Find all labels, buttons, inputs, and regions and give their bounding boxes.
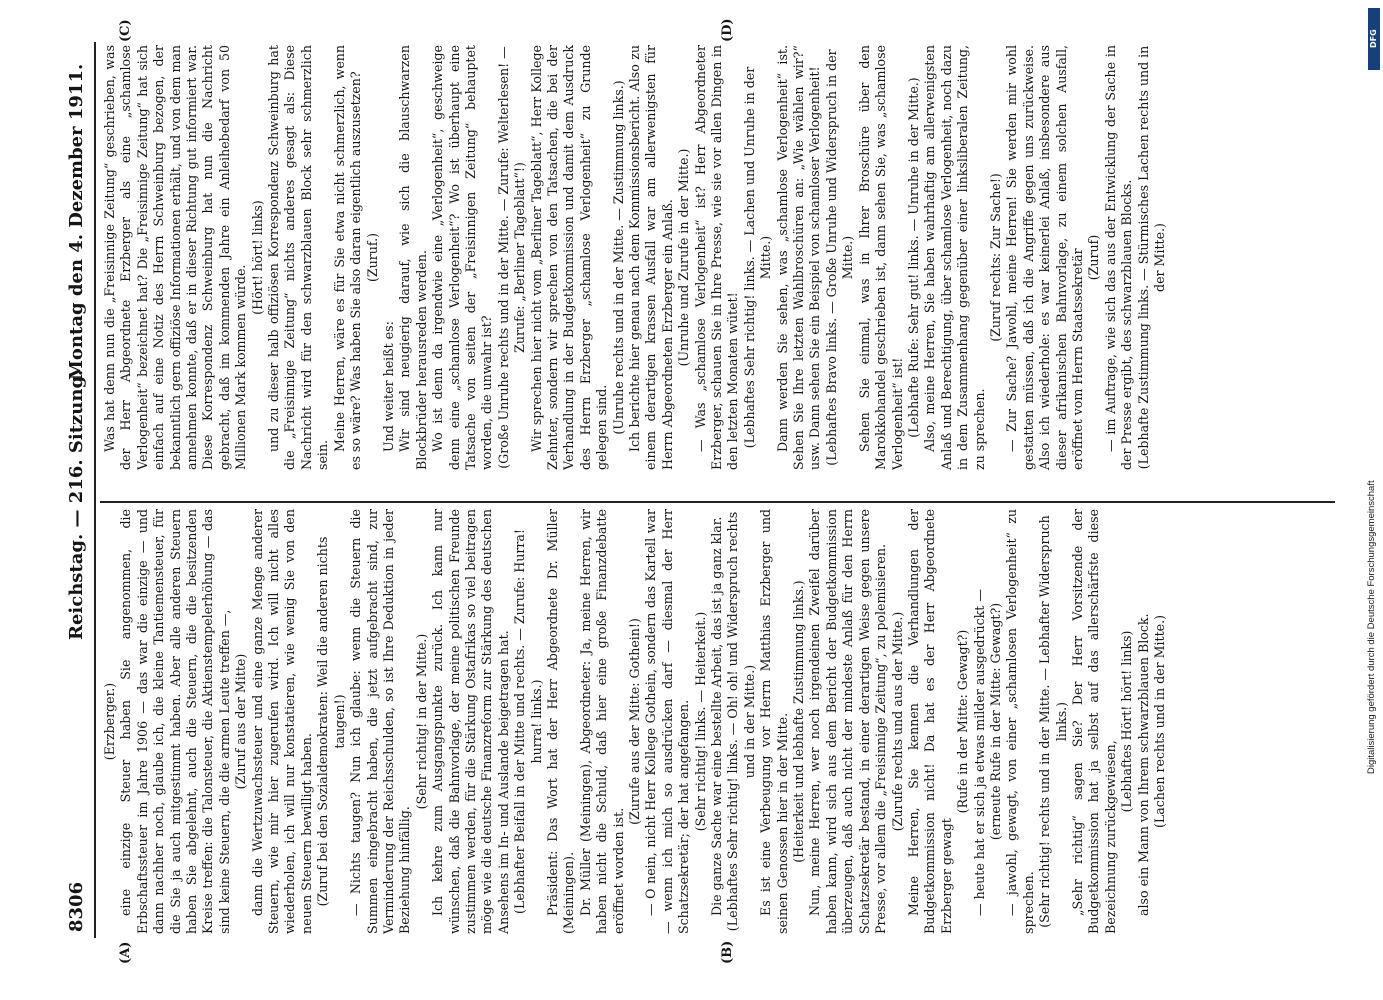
paragraph: (Lebhaftes Sehr richtig! links. — Oh! oh! und Widerspruch rechts und in der Mitte.): [725, 511, 757, 932]
digitization-credit: Digitalisierung gefördert durch die Deutsche Forschungsgemeinschaft: [1366, 480, 1377, 774]
paragraph: (Heiterkeit und lebhafte Zustimmung links.): [791, 580, 807, 863]
paragraph: (Sehr richtig! links. — Heiterkeit.): [692, 611, 708, 832]
paragraph: Dr. Müller (Meiningen), Abgeordneter: Ja, meine Herren, wir haben nicht die Schuld, daß hier eine große Finanzdebatte eröffnet worden ist.: [577, 509, 626, 934]
paragraph: Präsident: Das Wort hat der Herr Abgeordnete Dr. Müller (Meiningen).: [544, 509, 577, 934]
paragraph: (Zuruf aus der Mitte): [233, 653, 249, 790]
paragraph: Wo ist denn da irgendwie eine „Verlogenheit“, geschweige denn eine „schamlose Verlogenheit“? Wo ist überhaupt eine Tatsache von seiten der „Freisinnigen Zeitung“ behauptet worden, die unwahr ist?: [430, 45, 495, 470]
paragraph: (Lebhafte Zustimmung links. — Stürmisches Lachen rechts und in der Mitte.): [1135, 45, 1167, 470]
paragraph: also ein Mann von Ihrem schwarzblauen Block.: [1135, 613, 1151, 916]
paragraph: Sehen Sie einmal, was in Ihrer Broschüre über den Marokkohandel geschrieben ist, dann sehen Sie, was „schamlose Verlogenheit“ ist!: [856, 45, 905, 470]
running-header: [66, 40, 96, 940]
paragraph: (Zurufe aus der Mitte: Gothein!): [627, 618, 642, 825]
margin-marker-d: (D): [720, 18, 735, 42]
paragraph: (Erzberger.): [102, 682, 117, 761]
paragraph: (Lebhaftes Sehr richtig! links. — Lachen und Unruhe in der Mitte.): [741, 66, 774, 449]
paragraph: — im Auftrage, wie sich das aus der Entwicklung der Sache in der Presse ergibt, des schwarzblauen Blocks.: [1102, 45, 1135, 470]
paragraph: — O nein, nicht Herr Kollege Gothein, sondern das Kartell war — wenn ich mich so ausdrücken darf — diesmal der Herr Schatzsekretär; der hat angefangen.: [643, 509, 692, 934]
paragraph: — Zur Sache? Jawohl, meine Herren! Sie werden mir wohl gestatten müssen, daß ich die Angriffe gegen uns zurückweise. Also ich wiederhole: es war keinerlei Anlaß, insbesondere aus dieser afrikanischen Bahnvorlage, zu einem solchen Ausfall, eröffnet vom Herrn Staatssekretär: [1004, 45, 1085, 470]
paragraph: (Lebhafter Beifall in der Mitte und rechts. — Zurufe: Hurra! hurra! links.): [512, 529, 544, 914]
paragraph: (Lachen rechts und in der Mitte.): [1152, 614, 1167, 829]
paragraph: (Hört! hört! links): [249, 200, 265, 315]
paragraph: (erneute Rufe in der Mitte: Gewagt?): [987, 602, 1003, 841]
paragraph: (Große Unruhe rechts und in der Mitte. — Zurufe: Welterlesen! — Zurufe: „Berliner Tageblatt“!): [495, 46, 528, 469]
paragraph: Was hat denn nun die „Freisinnige Zeitung“ geschrieben, was der Herr Abgeordnete Erzberger als eine „schamlose Verlogenheit“ bezeichnet hat? Die „Freisinnige Zeitung“ hat sich einfach auf eine Notiz des Herrn Schweinburg bezogen, der bekanntlich gern offiziöse Informationen erhält, und von dem man annehmen konnte, daß er in dieser Richtung gut informiert war. Diese Korrespondenz Schweinburg hat nun die Nachricht gebracht, daß im kommenden Jahre ein Anleihebedarf von 50 Millionen Mark kommen würde.: [102, 45, 249, 470]
margin-marker-c: (C): [118, 19, 133, 42]
paragraph: Die ganze Sache war eine bestellte Arbeit, das ist ja ganz klar.: [709, 516, 725, 916]
paragraph: (Zurufe rechts und aus der Mitte.): [889, 611, 905, 832]
right-column: [102, 45, 1168, 470]
paragraph: „Sehr richtig“ sagen Sie? Der Herr Vorsitzende der Budgetkommission hat ja selbst auf das allerschärfste diese Bezeichnung zurückgewiesen,: [1069, 509, 1118, 934]
left-column: [102, 509, 1168, 934]
margin-marker-a: (A): [118, 941, 133, 964]
paragraph: Meine Herren, wäre es für Sie etwa nicht schmerzlich, wenn es so wäre? Was haben Sie also daran eigentlich auszusetzen?: [331, 45, 364, 470]
paragraph: — Nichts taugen? Nun ich glaube: wenn die Steuern die Summen eingebracht haben, die jetzt aufgebracht sind, zur Verminderung der Reichsschulden, so ist Ihre Deduktion in jeder Beziehung hinfällig.: [348, 509, 413, 934]
session-date: Montag den 4. Dezember 1911.: [66, 63, 87, 380]
paragraph: (Zuruf bei den Sozialdemokraten: Weil die anderen nichts taugen!): [315, 536, 347, 907]
paragraph: Ich berichte hier genau nach dem Kommissionsbericht. Also zu einem derartigen krassen Ausfall war am allerwenigsten für Herrn Abgeordneten Erzberger ein Anlaß.: [627, 45, 675, 470]
paragraph: dann die Wertzuwachssteuer und eine ganze Menge anderer Steuern, wie mir hier zugerufen wird. Ich will nicht alles wiederholen, ich will nur konstatieren, wie wenig Sie von den neuen Steuern bewilligt haben.: [249, 509, 314, 934]
paragraph: (Zuruf rechts: Zur Sache!): [987, 173, 1003, 342]
paragraph: Es ist eine Verbeugung vor Herrn Matthias Erzberger und seinen Genossen hier in der Mitte.: [758, 509, 790, 934]
paragraph: (Unruhe und Zurufe in der Mitte.): [676, 148, 692, 367]
paragraph: (Rufe in der Mitte: Gewagt?): [955, 629, 971, 814]
paragraph: Wir sprechen hier nicht vom „Berliner Tageblatt“, Herr Kollege Zehnter, sondern wir sprechen von den Tatsachen, die bei der Verhandlung in der Budgetkommission und damit dem Ausdruck des Herrn Erzberger „schamlose Verlogenheit“ zu Grunde gelegen sind.: [528, 45, 610, 470]
paragraph: (Lebhaftes Hört! hört! links): [1119, 630, 1135, 813]
paragraph: Nun, meine Herren, wer noch irgendeinen Zweifel darüber haben kann, wird sich aus dem Bericht der Budgetkommission überzeugen, daß auch nicht der mindeste Anlaß für den Herrn Schatzsekretär bestand, in einer derartigen Weise gegen unsere Presse, vor allem die „Freisinnige Zeitung“, zu polemisieren.: [807, 509, 889, 934]
column-divider: [100, 501, 1335, 503]
paragraph: und zu dieser halb offiziösen Korrespondenz Schweinburg hat die „Freisinnige Zeitung“ nichts anderes gesagt als: Diese Nachricht wird für den schwarzblauen Block sehr schmerzlich sein.: [266, 45, 331, 470]
paragraph: — jawohl, gewagt, von einer „schamlosen Verlogenheit“ zu sprechen.: [1004, 509, 1036, 934]
header-rule: [94, 42, 96, 938]
paragraph: Wir sind neugierig darauf, wie sich die blauschwarzen Blockbrüder herausreden werden.: [397, 45, 429, 470]
paragraph: — heute hat er sich ja etwas milder ausgedrückt —: [971, 589, 987, 916]
paragraph: Ich kehre zum Ausgangspunkte zurück. Ich kann nur wünschen, daß die Bahnvorlage, der meine politischen Freunde zustimmen werden, für die Stärkung Ostafrikas so viel beitragen möge wie die deutsche Finanzreform zur Stärkung des deutschen Ansehens im In- und Auslande beigetragen hat.: [430, 509, 511, 934]
paragraph: (Unruhe rechts und in der Mitte. — Zustimmung links.): [610, 80, 626, 435]
page-number: 8306: [66, 881, 87, 932]
margin-marker-b: (B): [720, 940, 735, 964]
paragraph: eine einzige Steuer haben Sie angenommen, die Erbschaftssteuer im Jahre 1906 — das war die einzige — und dann nachher noch, glaube ich, die kleine Tantiemensteuer, für die Sie ja auch mitgestimmt haben. Aber alle anderen Steuern haben Sie abgelehnt, auch die Steuern, die die besitzenden Kreise treffen: die Talonsteuer, die Aktienstempelerhöhung — das sind keine Steuern, die die armen Leute treffen —,: [118, 509, 232, 934]
paragraph: (Zuruf): [1086, 234, 1102, 281]
paragraph: Und weiter heißt es:: [380, 321, 396, 452]
paragraph: (Zuruf.): [364, 232, 380, 283]
paragraph: Also, meine Herren, Sie haben wahrhaftig am allerwenigsten Anlaß und Berechtigung, über schamlose Verlogenheit, noch dazu in dem Zusammenhang gegenüber einer linksliberalen Zeitung, zu sprechen.: [922, 45, 987, 470]
paragraph: (Lebhafte Rufe: Sehr gut! links. — Unruhe in der Mitte.): [905, 77, 921, 438]
paragraph: — Was „schamlose Verlogenheit“ ist? Herr Abgeordneter Erzberger, schauen Sie in Ihre Presse, wie sie vor allen Dingen in den letzten Monaten wütet!: [692, 45, 741, 470]
dfg-logo: DFG: [1368, 8, 1380, 70]
paragraph: Meine Herren, Sie kennen die Verhandlungen der Budgetkommission nicht! Da hat es der Herr Abgeordnete Erzberger gewagt: [905, 509, 954, 934]
paragraph: (Sehr richtig! rechts und in der Mitte. — Lebhafter Widerspruch links.): [1037, 515, 1069, 928]
paragraph: (Lebhaftes Bravo links. — Große Unruhe und Widerspruch in der Mitte.): [823, 49, 856, 466]
paragraph: Dann werden Sie sehen, was „schamlose Verlogenheit“ ist. Sehen Sie Ihre letzten Wahlbroschüren an: „Wie wählen wir?“ usw. Dann sehen Sie ein Beispiel von schamloser Verlogenheit!: [774, 45, 823, 470]
session-title: Reichstag. — 216. Sitzung.: [66, 369, 87, 640]
paragraph: (Sehr richtig! in der Mitte.): [413, 633, 429, 810]
